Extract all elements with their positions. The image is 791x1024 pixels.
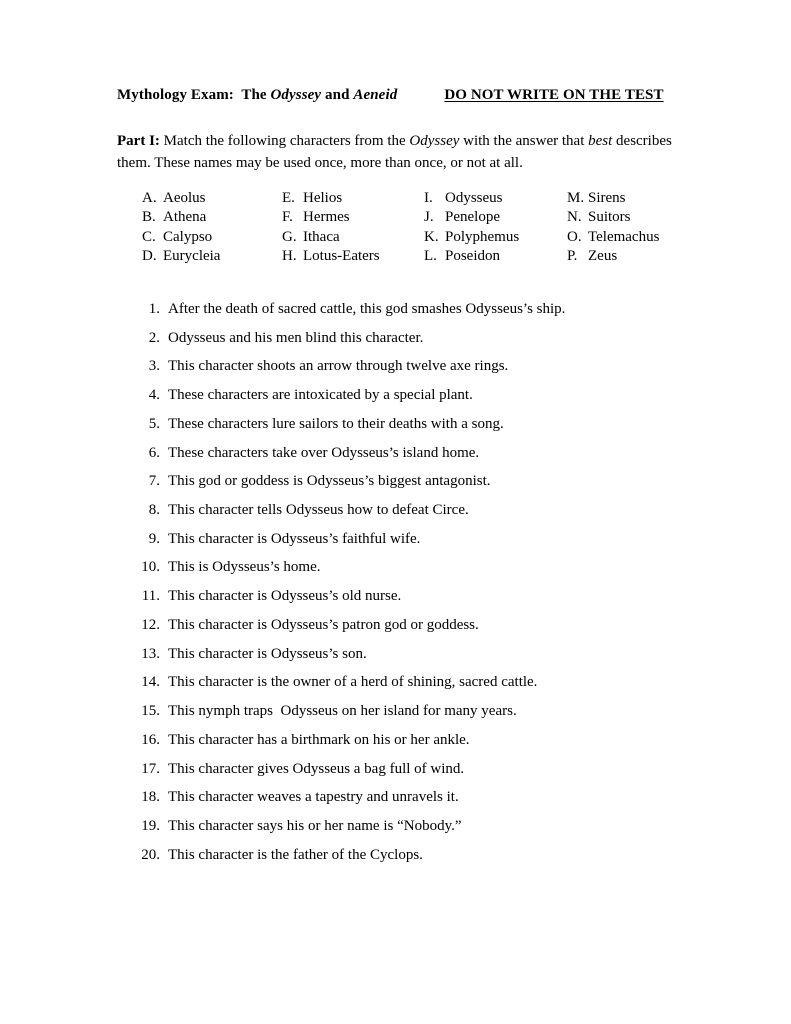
question-number: 11. (141, 588, 160, 605)
question-item[interactable] (136, 530, 736, 559)
answer-choice-label: Calypso (163, 228, 213, 245)
question-number: 16. (141, 731, 160, 748)
question-text: This character tells Odysseus how to defeat Circe. (168, 502, 469, 519)
question-text: These characters lure sailors to their deaths with a song. (168, 415, 504, 432)
answer-choice-label: Telemachus (588, 228, 660, 245)
question-text: Odysseus and his men blind this character. (168, 329, 424, 346)
answer-choice-letter: N. (567, 209, 582, 226)
answer-choice-letter: D. (142, 247, 157, 264)
answer-choice-label: Poseidon (445, 247, 501, 264)
answer-choice[interactable] (282, 189, 424, 208)
question-text: These characters are intoxicated by a special plant. (168, 387, 473, 404)
answer-choice-letter: I. (424, 190, 433, 206)
answer-choice-label: Aeolus (163, 190, 206, 206)
answer-bank-column (282, 189, 424, 266)
question-item[interactable] (136, 444, 736, 473)
answer-bank-column (567, 189, 702, 266)
answer-bank (142, 189, 702, 266)
question-item[interactable] (136, 846, 736, 875)
question-number: 12. (141, 616, 160, 633)
question-item[interactable] (136, 702, 736, 731)
answer-choice[interactable] (282, 208, 424, 227)
answer-choice-label: Ithaca (303, 228, 340, 245)
question-text: This character shoots an arrow through twelve axe rings. (168, 358, 509, 375)
answer-choice[interactable] (424, 228, 567, 247)
question-item[interactable] (136, 673, 736, 702)
answer-choice[interactable] (567, 189, 702, 208)
question-number: 10. (141, 559, 160, 576)
question-text: This character gives Odysseus a bag full of wind. (168, 760, 465, 777)
answer-choice[interactable] (282, 247, 424, 266)
question-item[interactable] (136, 817, 736, 846)
question-item[interactable] (136, 558, 736, 587)
question-number: 7. (148, 473, 160, 490)
question-text: This character is the owner of a herd of shining, sacred cattle. (168, 674, 538, 691)
answer-choice-letter: P. (567, 247, 578, 264)
answer-bank-column (142, 189, 282, 266)
answer-choice-label: Sirens (588, 190, 626, 206)
instructions-italic-odyssey: Odyssey (409, 133, 460, 149)
answer-choice-label: Polyphemus (445, 228, 520, 245)
answer-choice-letter: H. (282, 247, 297, 264)
question-text: This god or goddess is Odysseus’s biggest antagonist. (168, 473, 491, 490)
question-item[interactable] (136, 760, 736, 789)
question-text: This character is Odysseus’s patron god or goddess. (168, 616, 479, 633)
exam-title-conjunction: and (321, 87, 354, 103)
instructions-italic-best: best (588, 133, 613, 149)
exam-title-work-odyssey: Odyssey (270, 87, 322, 103)
question-item[interactable] (136, 415, 736, 444)
answer-choice[interactable] (142, 208, 282, 227)
question-text: After the death of sacred cattle, this god smashes Odysseus’s ship. (168, 301, 566, 317)
question-number: 1. (148, 301, 160, 317)
part-one-instructions (117, 130, 677, 174)
answer-choice-label: Suitors (588, 209, 631, 226)
exam-title-prefix: Mythology Exam: The (117, 87, 271, 103)
question-item[interactable] (136, 587, 736, 616)
answer-choice-letter: C. (142, 228, 156, 245)
question-item[interactable] (136, 300, 736, 329)
question-item[interactable] (136, 645, 736, 674)
question-item[interactable] (136, 472, 736, 501)
question-number: 2. (148, 329, 160, 346)
exam-title (117, 87, 397, 104)
instructions-text-1: Match the following characters from the (159, 133, 410, 149)
question-number: 14. (141, 674, 160, 691)
answer-choice[interactable] (567, 228, 702, 247)
question-item[interactable] (136, 788, 736, 817)
question-number: 8. (148, 502, 160, 519)
question-number: 17. (141, 760, 160, 777)
answer-choice[interactable] (567, 208, 702, 227)
question-number: 18. (141, 789, 160, 806)
answer-choice-label: Eurycleia (163, 247, 221, 264)
answer-choice[interactable] (282, 228, 424, 247)
question-number: 5. (148, 415, 160, 432)
answer-choice-label: Helios (303, 190, 343, 206)
question-item[interactable] (136, 357, 736, 386)
answer-choice-letter: B. (142, 209, 156, 226)
instructions-text-2: with the answer that (459, 133, 589, 149)
instructions-text-3: describes them. These names may be used once, more than once, or not at all. (117, 133, 672, 171)
answer-choice[interactable] (142, 228, 282, 247)
answer-choice-label: Hermes (303, 209, 350, 226)
answer-choice-letter: O. (567, 228, 582, 245)
question-text: This character has a birthmark on his or her ankle. (168, 731, 470, 748)
do-not-write-notice: DO NOT WRITE ON THE TEST (444, 87, 664, 103)
answer-choice-letter: G. (282, 228, 297, 245)
answer-choice[interactable] (567, 247, 702, 266)
answer-choice[interactable] (424, 247, 567, 266)
answer-choice-letter: K. (424, 228, 439, 245)
question-item[interactable] (136, 731, 736, 760)
answer-choice-label: Lotus-Eaters (303, 247, 380, 264)
question-number: 19. (141, 817, 160, 834)
question-text: This character is Odysseus’s son. (168, 645, 367, 662)
answer-choice-label: Zeus (588, 247, 618, 264)
answer-bank-column (424, 189, 567, 266)
question-text: This character weaves a tapestry and unravels it. (168, 789, 459, 806)
answer-choice-letter: E. (282, 190, 295, 206)
exam-title-work-aeneid: Aeneid (353, 87, 398, 103)
answer-choice-letter: F. (282, 209, 293, 226)
question-number: 15. (141, 703, 160, 720)
answer-choice-label: Odysseus (445, 190, 503, 206)
question-number: 9. (148, 530, 160, 547)
answer-choice[interactable] (424, 189, 567, 208)
part-label: Part I: (117, 133, 160, 149)
question-text: This character is the father of the Cyclops. (168, 846, 423, 863)
question-item[interactable] (136, 386, 736, 415)
question-text: This character is Odysseus’s faithful wife. (168, 530, 421, 547)
question-text: This nymph traps Odysseus on her island for many years. (168, 703, 517, 720)
question-list (136, 300, 736, 874)
question-number: 13. (141, 645, 160, 662)
question-number: 3. (148, 358, 160, 375)
question-text: This character says his or her name is “Nobody.” (168, 817, 462, 834)
answer-choice[interactable] (142, 247, 282, 266)
question-item[interactable] (136, 616, 736, 645)
answer-choice-label: Penelope (445, 209, 500, 226)
question-text: This character is Odysseus’s old nurse. (168, 588, 402, 605)
question-number: 6. (148, 444, 160, 461)
answer-choice-label: Athena (163, 209, 207, 226)
question-text: This is Odysseus’s home. (168, 559, 321, 576)
question-item[interactable] (136, 501, 736, 530)
page-header (117, 87, 697, 104)
answer-choice-letter: M. (567, 190, 585, 206)
answer-choice-letter: J. (424, 209, 434, 226)
question-item[interactable] (136, 329, 736, 358)
answer-choice-letter: L. (424, 247, 437, 264)
answer-choice[interactable] (142, 189, 282, 208)
question-number: 4. (148, 387, 160, 404)
question-number: 20. (141, 846, 160, 863)
answer-choice[interactable] (424, 208, 567, 227)
question-text: These characters take over Odysseus’s island home. (168, 444, 480, 461)
answer-choice-letter: A. (142, 190, 157, 206)
